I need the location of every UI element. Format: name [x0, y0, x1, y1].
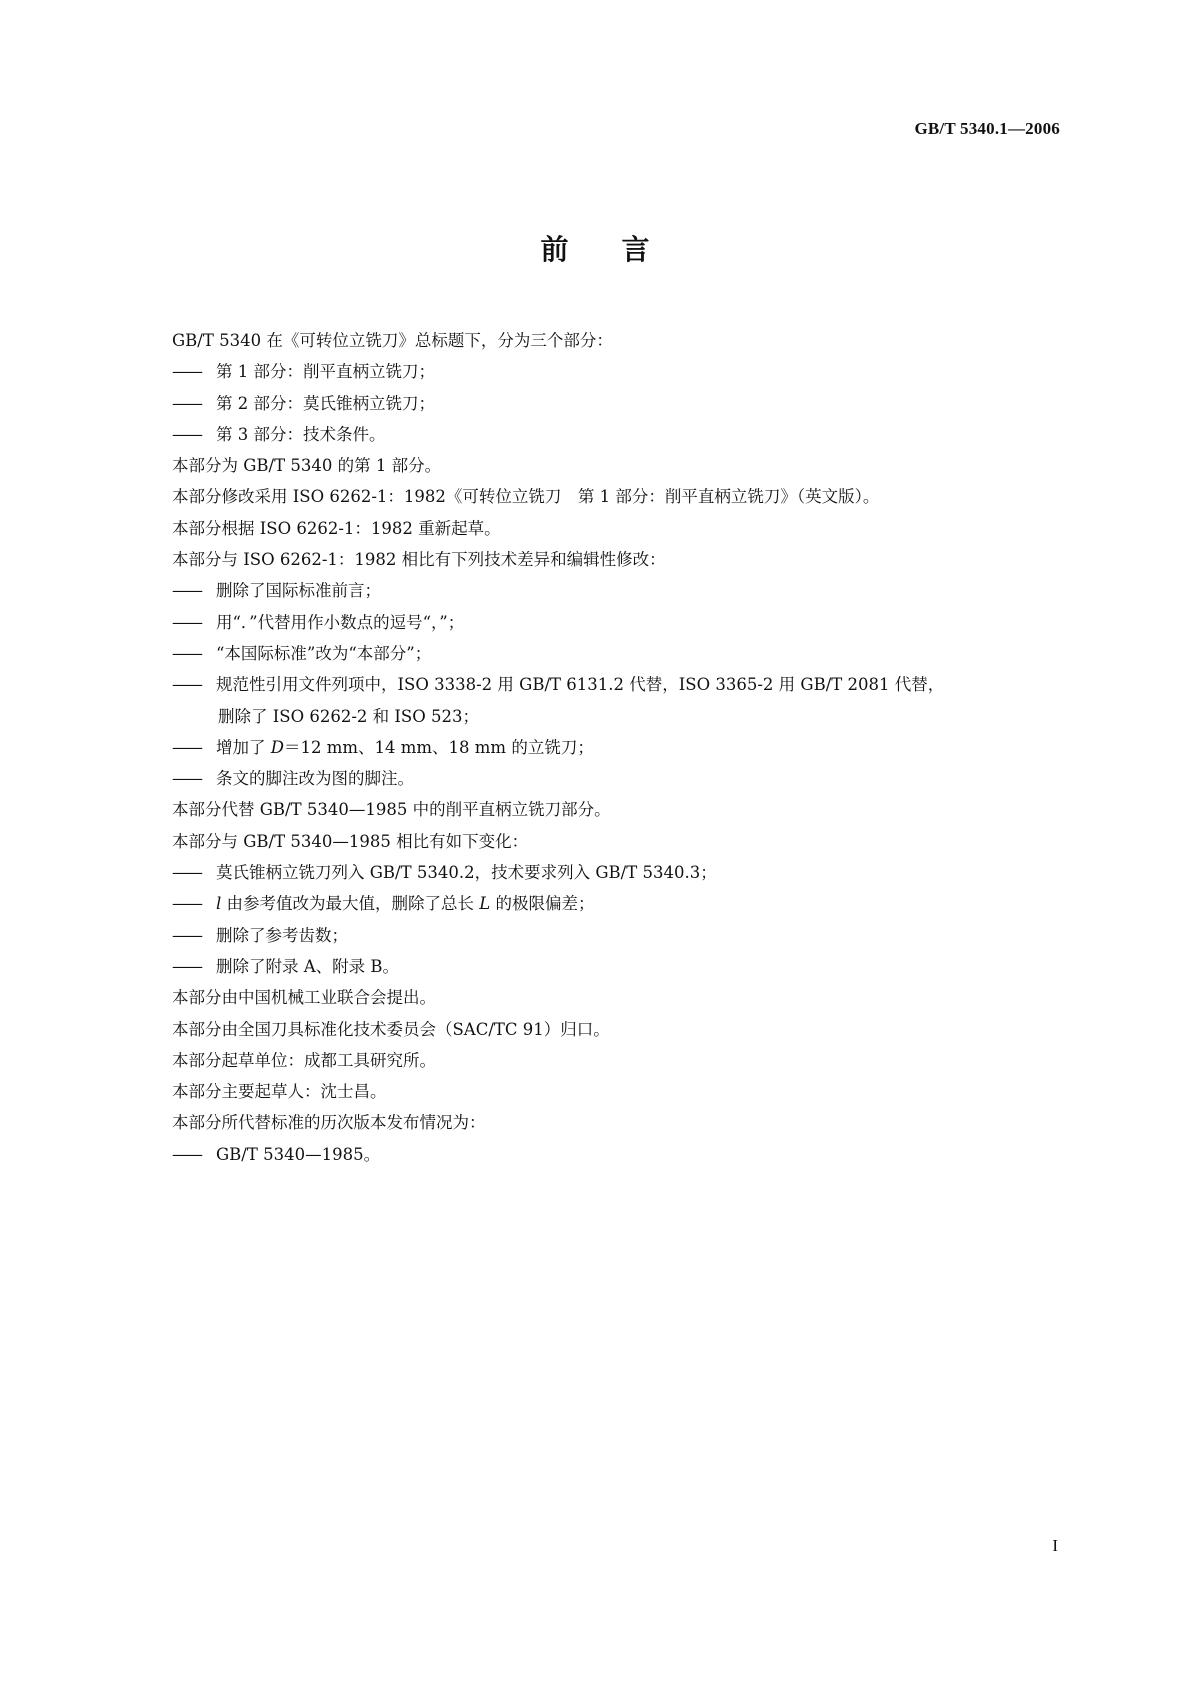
dash-marker: ——: [172, 362, 201, 382]
standard-code: GB/T 5340.1—2006: [914, 119, 1060, 138]
list-item: —— 第 1 部分：削平直柄立铣刀；: [172, 356, 1062, 387]
page-number: I: [1052, 1536, 1058, 1555]
paragraph: 本部分根据 ISO 6262-1：1982 重新起草。: [172, 518, 501, 538]
list-item: —— 条文的脚注改为图的脚注。: [172, 763, 1062, 794]
title-char-2: 言: [621, 233, 651, 266]
paragraph: 本部分与 GB/T 5340—1985 相比有如下变化：: [172, 831, 529, 851]
foreword-body: [172, 325, 1062, 1170]
paragraph: GB/T 5340 在《可转位立铣刀》总标题下，分为三个部分：: [172, 331, 613, 350]
dash-marker: ——: [172, 393, 201, 413]
title-char-1: 前: [540, 233, 570, 266]
symbol-l: l: [216, 894, 222, 914]
list-item: —— l 由参考值改为最大值，删除了总长 L 的极限偏差；: [172, 888, 1062, 919]
paragraph: 本部分所代替标准的历次版本发布情况为：: [172, 1113, 486, 1133]
dash-marker: ——: [172, 643, 201, 663]
dash-marker: ——: [172, 769, 201, 789]
list-item-continuation: 删除了 ISO 6262-2 和 ISO 523；: [218, 706, 479, 726]
list-item: —— 用“．”代替用作小数点的逗号“，”；: [172, 607, 1062, 638]
list-item: —— 第 2 部分：莫氏锥柄立铣刀；: [172, 388, 1062, 419]
paragraph: 本部分由中国机械工业联合会提出。: [172, 988, 436, 1008]
list-item: —— “本国际标准”改为“本部分”；: [172, 638, 1062, 669]
list-item: —— 规范性引用文件列项中，ISO 3338-2 用 GB/T 6131.2 代替，ISO 3365-2 用 GB/T 2081 代替，: [172, 669, 1062, 700]
list-item: —— 删除了参考齿数；: [172, 920, 1062, 951]
paragraph: 本部分代替 GB/T 5340—1985 中的削平直柄立铣刀部分。: [172, 800, 611, 820]
paragraph: 本部分主要起草人：沈士昌。: [172, 1082, 387, 1102]
dash-marker: ——: [172, 612, 201, 632]
dash-marker: ——: [172, 1144, 201, 1164]
list-item: —— 莫氏锥柄立铣刀列入 GB/T 5340.2，技术要求列入 GB/T 5340.3；: [172, 857, 1062, 888]
symbol-D: D: [270, 737, 284, 757]
dash-marker: ——: [172, 675, 201, 695]
symbol-L: L: [479, 894, 491, 914]
paragraph: 本部分修改采用 ISO 6262-1：1982《可转位立铣刀 第 1 部分：削平直柄立铣刀》（英文版）。: [172, 487, 880, 507]
dash-marker: ——: [172, 894, 201, 914]
list-item: —— 第 3 部分：技术条件。: [172, 419, 1062, 450]
list-item: —— 增加了 D＝12 mm、14 mm、18 mm 的立铣刀；: [172, 732, 1062, 763]
list-item: —— 删除了国际标准前言；: [172, 575, 1062, 606]
paragraph: 本部分起草单位：成都工具研究所。: [172, 1050, 436, 1070]
page-title: [0, 228, 1191, 268]
dash-marker: ——: [172, 424, 201, 444]
dash-marker: ——: [172, 863, 201, 883]
dash-marker: ——: [172, 925, 201, 945]
list-item: —— GB/T 5340—1985。: [172, 1139, 1062, 1170]
dash-marker: ——: [172, 581, 201, 601]
list-item: —— 删除了附录 A、附录 B。: [172, 951, 1062, 982]
dash-marker: ——: [172, 956, 201, 976]
dash-marker: ——: [172, 737, 201, 757]
paragraph: 本部分为 GB/T 5340 的第 1 部分。: [172, 456, 442, 476]
paragraph: 本部分由全国刀具标准化技术委员会（SAC/TC 91）归口。: [172, 1019, 610, 1039]
paragraph: 本部分与 ISO 6262-1：1982 相比有下列技术差异和编辑性修改：: [172, 550, 666, 570]
